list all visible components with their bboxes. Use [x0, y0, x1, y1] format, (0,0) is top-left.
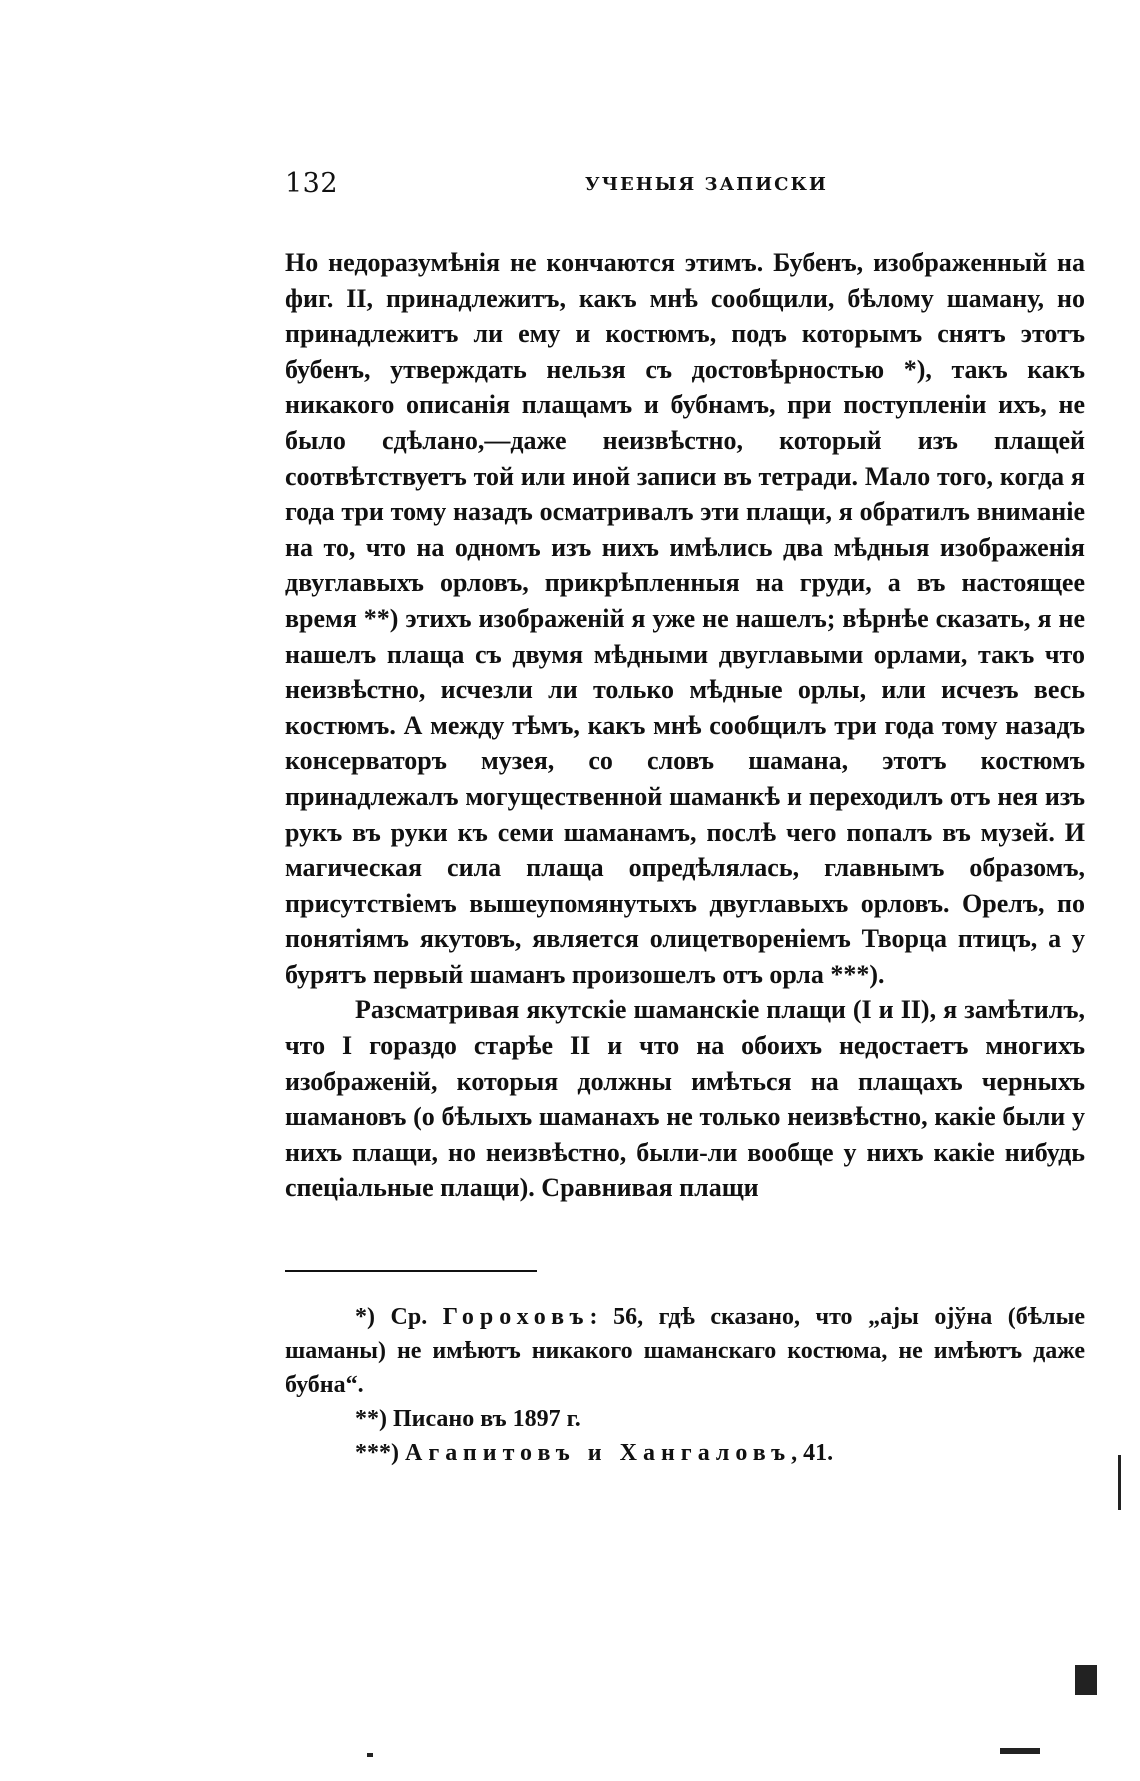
footnotes [285, 1300, 1085, 1470]
footnote-1 [285, 1300, 1085, 1402]
footnote-divider [285, 1270, 537, 1272]
footnote-3-marker: ***) [355, 1440, 405, 1466]
scan-mark-bottom-left [367, 1753, 373, 1757]
footnote-3 [285, 1436, 1085, 1470]
scan-mark-bottom-right-2 [1000, 1748, 1040, 1754]
page-number: 132 [285, 168, 339, 199]
scan-mark-bottom-right [1075, 1665, 1097, 1695]
footnote-3-text: , 41. [791, 1440, 834, 1466]
paragraph-1: Но недоразумѣнія не кончаются этимъ. Бубенъ, изображенный на фиг. II, принадлежитъ, какъ мнѣ сообщили, бѣлому шаману, но принадлежитъ ли ему и костюмъ, подъ которымъ снятъ этотъ бубенъ, утверждать нельзя съ достовѣрностью *), такъ какъ никакого описанія плащамъ и бубнамъ, при поступленіи ихъ, не было сдѣлано,—даже неизвѣстно, который изъ плащей соотвѣтствуетъ той или иной записи въ тетради. Мало того, когда я года три тому назадъ осматривалъ эти плащи, я обратилъ вниманіе на то, что на одномъ изъ нихъ имѣлись два мѣдныя изображенія двуглавыхъ орловъ, прикрѣпленныя на груди, а въ настоящее время **) этихъ изображеній я уже не нашелъ; вѣрнѣе сказать, я не нашелъ плаща съ двумя мѣдными двуглавыми орлами, такъ что неизвѣстно, исчезли ли только мѣдные орлы, или исчезъ весь костюмъ. А между тѣмъ, какъ мнѣ сообщилъ три года тому назадъ консерваторъ музея, со словъ шамана, этотъ костюмъ принадлежалъ могущественной шаманкѣ и переходилъ отъ нея изъ рукъ въ руки къ семи шаманамъ, послѣ чего попалъ въ музей. И магическая сила плаща опредѣлялась, главнымъ образомъ, присутствіемъ вышеупомянутыхъ двуглавыхъ орловъ. Орелъ, по понятіямъ якутовъ, является олицетвореніемъ Творца птицъ, а у бурятъ первый шаманъ произошелъ отъ орла ***). [285, 248, 1085, 989]
main-text [285, 245, 1085, 1206]
footnote-1-text: : 56, гдѣ сказано, что „ајы ојўна (бѣлые шаманы) не имѣютъ никакого шаманскаго костюма, не имѣютъ даже бубна“. [285, 1304, 1085, 1398]
paragraph-2: Разсматривая якутскіе шаманскіе плащи (I и II), я замѣтилъ, что I гораздо старѣе II и что на обоихъ недостаетъ многихъ изображеній, которыя должны имѣться на плащахъ черныхъ шамановъ (о бѣлыхъ шаманахъ не только неизвѣстно, какіе были у нихъ плащи, но неизвѣстно, были-ли вообще у нихъ какіе нибудь спеціальные плащи). Сравнивая плащи [285, 995, 1085, 1203]
page-header [285, 168, 1085, 208]
footnote-1-author: Гороховъ [442, 1304, 590, 1330]
scan-mark-right-edge [1118, 1455, 1121, 1510]
footnote-3-authors: Агапитовъ и Хангаловъ [405, 1440, 792, 1466]
running-head: УЧЕНЫЯ ЗАПИСКИ [585, 174, 828, 195]
footnote-1-marker: *) Ср. [355, 1304, 443, 1330]
footnote-2: **) Писано въ 1897 г. [355, 1406, 581, 1432]
